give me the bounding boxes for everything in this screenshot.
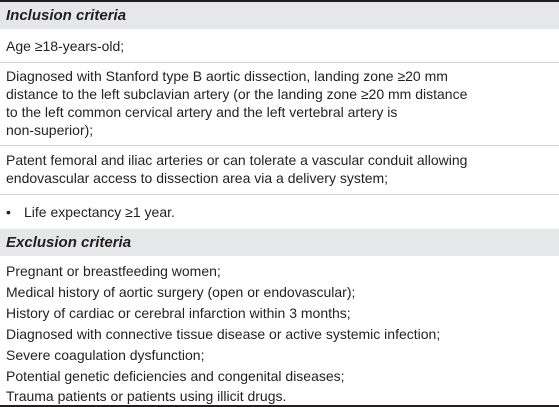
exclusion-item: Severe coagulation dysfunction;: [6, 347, 205, 363]
inclusion-life-expectancy: [6, 203, 551, 221]
exclusion-item: Medical history of aortic surgery (open or endovascular);: [6, 284, 356, 300]
diagnosis-line: distance to the left subclavian artery (or the landing zone ≥20 mm distance: [6, 86, 468, 102]
inclusion-heading: Inclusion criteria: [0, 2, 559, 29]
exclusion-heading: Exclusion criteria: [0, 229, 559, 256]
diagnosis-line: non-superior);: [6, 122, 94, 138]
exclusion-item: Pregnant or breastfeeding women;: [6, 263, 221, 279]
exclusion-item: Potential genetic deficiencies and congenital diseases;: [6, 368, 345, 384]
life-expectancy-text: Life expectancy ≥1 year.: [24, 204, 175, 220]
inclusion-age: Age ≥18-years-old;: [6, 38, 125, 54]
inclusion-diagnosis: [6, 67, 551, 139]
patent-line: endovascular access to dissection area via a delivery system;: [6, 170, 389, 186]
exclusion-item: Trauma patients or patients using illicit drugs.: [6, 388, 287, 404]
row-separator: [0, 62, 559, 63]
bullet-icon: •: [6, 204, 11, 220]
inclusion-patent: [6, 151, 551, 187]
exclusion-item: Diagnosed with connective tissue disease or active systemic infection;: [6, 326, 441, 342]
diagnosis-line: Diagnosed with Stanford type B aortic dissection, landing zone ≥20 mm: [6, 68, 448, 84]
row-separator: [0, 194, 559, 195]
exclusion-item: History of cardiac or cerebral infarction within 3 months;: [6, 305, 351, 321]
patent-line: Patent femoral and iliac arteries or can tolerate a vascular conduit allowing: [6, 152, 468, 168]
row-separator: [0, 145, 559, 146]
diagnosis-line: to the left common cervical artery and the left vertebral artery is: [6, 104, 398, 120]
